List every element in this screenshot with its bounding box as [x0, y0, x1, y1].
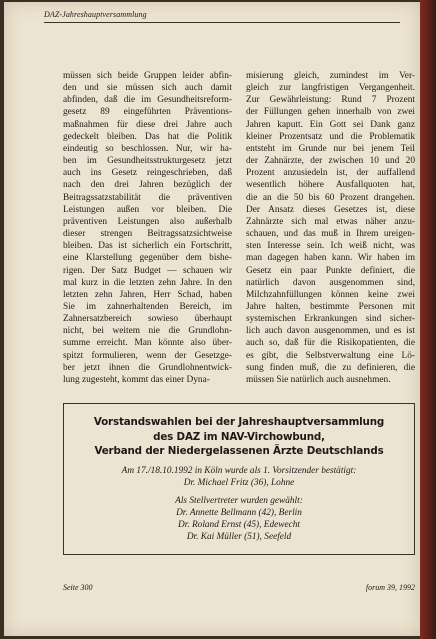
text-line: Milchzahnfüllungen können keine zwei — [246, 289, 415, 300]
deputy-line: Dr. Kai Müller (51), Seefeld — [186, 531, 292, 542]
text-line: ber jetzt ihnen die Grundlohnentwick- — [63, 362, 232, 373]
text-line: bleiben. Das ist sicherlich ein Fortschritt, — [63, 241, 232, 252]
election-result — [64, 466, 414, 490]
text-line: nach den drei Jahren bezüglich der — [63, 180, 232, 191]
text-line: summe erreicht. Man könnte also über- — [63, 338, 232, 349]
text-line: gleich zur langfristigen Vergangenheit. — [246, 83, 415, 94]
text-line: misierung gleich, zumindest im Ver- — [246, 71, 415, 81]
article-column-right — [246, 70, 415, 386]
text-line: Gesetz ein paar Punkte definiert, die — [246, 265, 415, 276]
title-line: Vorstandswahlen bei der Jahreshauptversammlung — [93, 416, 385, 428]
text-line: spitzt formulieren, wenn der Gesetzge- — [63, 350, 232, 361]
text-line: Sie im zahnerhaltenden Bereich, im — [63, 301, 232, 312]
issue-label: forum 39, 1992 — [365, 583, 415, 592]
text-line: die an die 50 bis 60 Prozent drangehen. — [246, 192, 415, 203]
text-line: sung finden muß, die zu definieren, die — [246, 362, 415, 373]
text-line: Jahre halten, bestimmte Personen mit — [246, 301, 415, 312]
text-line: es gibt, die Selbstverwaltung eine Lö- — [246, 350, 415, 361]
page-number: Seite 300 — [63, 583, 93, 592]
text-line: auch so, daß für die Risikopatienten, die — [246, 338, 415, 349]
deputies-list — [64, 496, 414, 544]
text-line: kleiner Prozentsatz und die Problematik — [246, 131, 415, 142]
text-line: man dagegen haben kann. Wir haben im — [246, 253, 415, 264]
deputy-line: Dr. Roland Ernst (45), Edewecht — [178, 519, 300, 530]
title-line: des DAZ im NAV-Virchowbund, — [153, 430, 325, 443]
text-line: Zahnersatzbereich sowieso überhaupt — [63, 314, 232, 325]
text-line: abfinden, daß die im Gesundheitsreform- — [63, 95, 232, 106]
election-notice-box — [63, 403, 415, 555]
text-line: eindeutig so beschlossen. Nur, wir ha- — [63, 143, 232, 154]
text-line: maßnahmen für diese drei Jahre auch — [63, 119, 232, 130]
text-line: schauen, und das muß in Ihrem ureigen- — [246, 229, 415, 240]
text-line: Der Ansatz dieses Gesetzes ist, diese — [246, 204, 415, 215]
page-edge — [420, 0, 436, 639]
text-line: Zahnärzte sich mal etwas näher anzu- — [246, 216, 415, 227]
text-line: Jahren kaputt. Ein Gott sei Dank ganz — [246, 119, 415, 130]
text-line: müssen Sie natürlich auch ausnehmen. — [246, 374, 391, 385]
article-column-left — [63, 70, 232, 386]
text-line: lung zugesteht, kommt das einer Dyna- — [63, 374, 210, 385]
text-line: gedeckelt bleiben. Das hat die Politik — [63, 131, 232, 142]
title-line: Verband der Niedergelassenen Ärzte Deutschlands — [94, 445, 384, 457]
chairman-line: Dr. Michael Fritz (36), Lohne — [183, 477, 295, 488]
election-notice-title — [64, 415, 414, 459]
text-line: müssen sich beide Gruppen leider abfin- — [63, 71, 232, 81]
text-line: Prozent anzusiedeln ist, der auffallend — [246, 168, 415, 179]
text-line: gesetz 89 eingeführten Präventions- — [63, 107, 232, 118]
text-line: Zur Gewährleistung: Rund 7 Prozent — [246, 95, 415, 106]
text-line: der Füllungen gehen innerhalb von zwei — [246, 107, 415, 118]
text-line: natürlich davon ausgenommen sind, — [246, 277, 415, 288]
text-line: wesentlich höhere Ausfallquoten hat, — [246, 180, 415, 191]
text-line: präventiven Leistungen also außerhalb — [63, 216, 232, 227]
right-column-lines — [246, 70, 415, 386]
text-line: letzten zehn Jahren, Herr Schad, haben — [63, 289, 232, 300]
text-line: ben im Gesundheitsstrukturgesetz jetzt — [63, 156, 232, 167]
text-line: systemischen Erkrankungen sind sicher- — [246, 314, 415, 325]
deputy-line: Dr. Annette Bellmann (42), Berlin — [176, 507, 302, 518]
text-line: auch ins Gesetz reingeschrieben, daß — [63, 168, 232, 179]
text-line: Leistungen außen vor bleiben. Die — [63, 204, 232, 215]
text-line: entsteht im Grunde nur bei jenem Teil — [246, 143, 415, 154]
text-line: lich auch davon ausgenommen, und es ist — [246, 326, 415, 337]
running-header: DAZ-Jahreshauptversammlung — [44, 10, 400, 23]
text-line: mal kurz in die letzten zehn Jahre. In den — [63, 277, 232, 288]
left-column-lines — [63, 70, 232, 386]
text-line: nicht, bei weitem nie die Grundlohn- — [63, 326, 232, 337]
text-line: rigen. Der Satz Budget — schauen wir — [63, 265, 232, 276]
deputies-heading: Als Stellvertreter wurden gewählt: — [175, 496, 303, 506]
text-line: eine Klarstellung gegenüber dem bishe- — [63, 253, 232, 264]
text-line: den und sie müssen sich auch damit — [63, 83, 232, 94]
text-line: dieser strengen Beitragssatzsichtweise — [63, 229, 232, 240]
text-line: der Zahnärzte, der zwischen 10 und 20 — [246, 156, 415, 167]
text-line: Beitragssatzstabilität die präventiven — [63, 192, 232, 203]
election-date-line: Am 17./18.10.1992 in Köln wurde als 1. Vorsitzender bestätigt: — [121, 466, 357, 476]
text-line: sten Interesse sein. Ich weiß nicht, was — [246, 241, 415, 252]
